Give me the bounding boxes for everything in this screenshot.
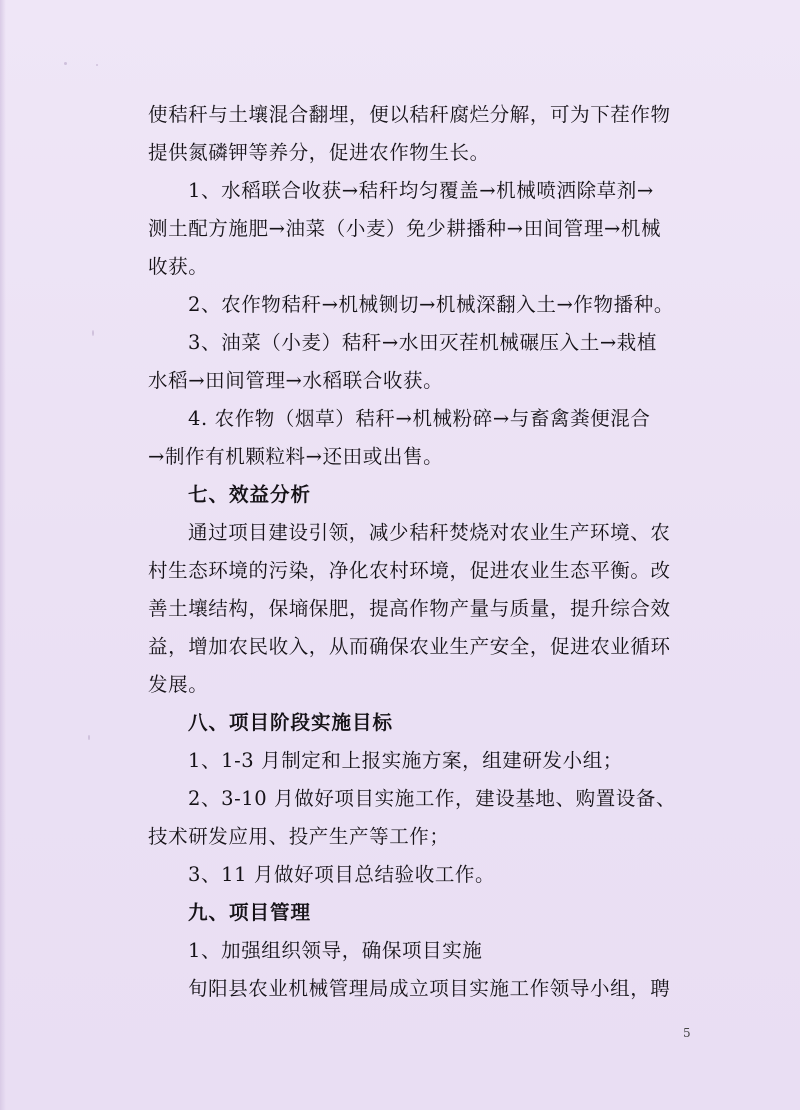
body-line: 旬阳县农业机械管理局成立项目实施工作领导小组，聘 xyxy=(188,977,671,1000)
body-line: 水稻→田间管理→水稻联合收获。 xyxy=(148,369,444,392)
list-item-2: 2、农作物秸秆→机械铡切→机械深翻入土→作物播种。 xyxy=(188,293,674,316)
body-line: 提供氮磷钾等养分，促进农作物生长。 xyxy=(148,141,490,164)
list-item-1: 1、水稻联合收获→秸秆均匀覆盖→机械喷洒除草剂→ xyxy=(188,179,654,202)
list-item-stage-3: 3、11 月做好项目总结验收工作。 xyxy=(188,863,496,886)
list-item-3: 3、油菜（小麦）秸秆→水田灭茬机械碾压入土→栽植 xyxy=(188,331,657,354)
scan-edge xyxy=(0,0,6,1110)
page-number: 5 xyxy=(683,1026,691,1040)
body-line: 收获。 xyxy=(148,255,209,278)
section-heading-project-management: 九、项目管理 xyxy=(188,901,312,924)
list-item-4: 4. 农作物（烟草）秸秆→机械粉碎→与畜禽粪便混合 xyxy=(188,407,651,430)
scan-speck xyxy=(88,735,90,740)
list-item-stage-2: 2、3-10 月做好项目实施工作，建设基地、购置设备、 xyxy=(188,787,677,810)
body-line: 善土壤结构，保墒保肥，提高作物产量与质量，提升综合效 xyxy=(148,597,671,620)
body-line: 村生态环境的污染，净化农村环境，促进农业生态平衡。改 xyxy=(148,559,671,582)
body-line: 测土配方施肥→油菜（小麦）免少耕播种→田间管理→机械 xyxy=(148,217,662,240)
body-line: 技术研发应用、投产生产等工作； xyxy=(148,825,450,848)
body-line: 通过项目建设引领，减少秸秆焚烧对农业生产环境、农 xyxy=(188,521,671,544)
subheading-organization: 1、加强组织领导，确保项目实施 xyxy=(188,939,483,962)
scan-speck xyxy=(64,62,67,65)
scan-speck xyxy=(96,64,98,66)
list-item-stage-1: 1、1-3 月制定和上报实施方案，组建研发小组； xyxy=(188,749,623,772)
section-heading-benefit-analysis: 七、效益分析 xyxy=(188,483,312,506)
body-line: 发展。 xyxy=(148,673,209,696)
section-heading-stage-goals: 八、项目阶段实施目标 xyxy=(188,711,394,734)
body-line: 使秸秆与土壤混合翻埋，便以秸秆腐烂分解，可为下茬作物 xyxy=(148,103,671,126)
body-line: 益，增加农民收入，从而确保农业生产安全，促进农业循环 xyxy=(148,635,671,658)
body-line: →制作有机颗粒料→还田或出售。 xyxy=(148,445,444,468)
scan-speck xyxy=(92,330,94,336)
